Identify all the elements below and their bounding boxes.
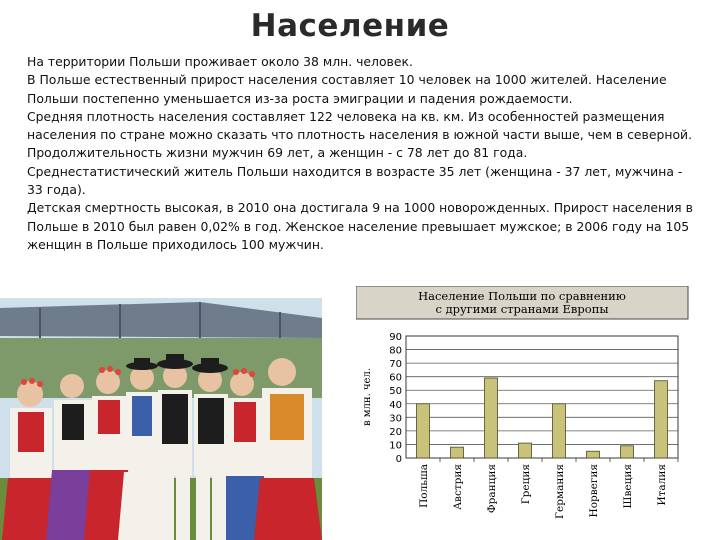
y-tick-label: 90 — [389, 332, 402, 343]
paragraph: На территории Польши проживает около 38 млн. человек. — [27, 54, 413, 69]
y-tick-label: 40 — [389, 399, 402, 411]
bar — [587, 451, 600, 458]
bar — [451, 447, 464, 458]
chart-title-line: Население Польши по сравнению — [418, 289, 626, 303]
bar — [655, 381, 668, 458]
paragraph: Среднестатистический житель Польши находится в возрасте 35 лет (женщина - 37 лет, мужчина - 33 года). — [27, 163, 683, 198]
y-tick-label: 10 — [389, 440, 402, 452]
bar — [621, 446, 634, 458]
y-tick-label: 20 — [389, 426, 402, 438]
category-label: Германия — [554, 464, 566, 519]
paragraph: Детская смертность высокая, в 2010 она достигала 9 на 1000 новорожденных. Прирост населения в Польше в 2010 был равен 0,02% в год. Женское население превышает мужское; в 2006 году на 105 женщин в Польше приходилось 100 мужчин. — [27, 200, 693, 252]
y-tick-label: 50 — [389, 386, 402, 398]
category-label: Швеция — [622, 464, 634, 509]
y-axis-label: в млн. чел. — [362, 367, 373, 427]
category-label: Италия — [656, 464, 668, 506]
chart-title-line: с другими странами Европы — [435, 302, 609, 316]
paragraph: В Польше естественный прирост населения составляет 10 человек на 1000 жителей. Население Польши постепенно уменьшается из-за роста эмиграции и падения рождаемости. — [27, 72, 667, 106]
category-label: Греция — [520, 464, 532, 505]
y-tick-label: 60 — [389, 372, 402, 384]
plot-frame — [406, 336, 678, 458]
category-label: Австрия — [452, 464, 464, 510]
y-tick-label: 70 — [389, 359, 402, 371]
bar — [519, 443, 532, 458]
category-label: Франция — [486, 464, 498, 514]
folk-costume-photo — [0, 298, 322, 540]
photo-illustration — [0, 298, 322, 540]
bar — [417, 404, 430, 458]
bar — [553, 404, 566, 458]
bar-chart — [356, 286, 692, 538]
y-tick-label: 0 — [395, 454, 402, 465]
bar — [485, 378, 498, 458]
page-title: Население — [250, 8, 450, 44]
paragraph: Средняя плотность населения составляет 122 человека на кв. км. Из особенностей размещения населения по стране можно сказать что плотность населения в южной части выше, чем в северной. — [27, 108, 693, 143]
y-tick-label: 30 — [389, 413, 402, 425]
population-chart — [356, 286, 692, 538]
paragraph: Продолжительность жизни мужчин 69 лет, а женщин - с 78 лет до 81 года. — [27, 145, 528, 161]
y-tick-label: 80 — [389, 345, 402, 357]
category-label: Польша — [418, 464, 430, 508]
category-label: Норвегия — [588, 464, 600, 518]
body-text — [27, 53, 699, 254]
